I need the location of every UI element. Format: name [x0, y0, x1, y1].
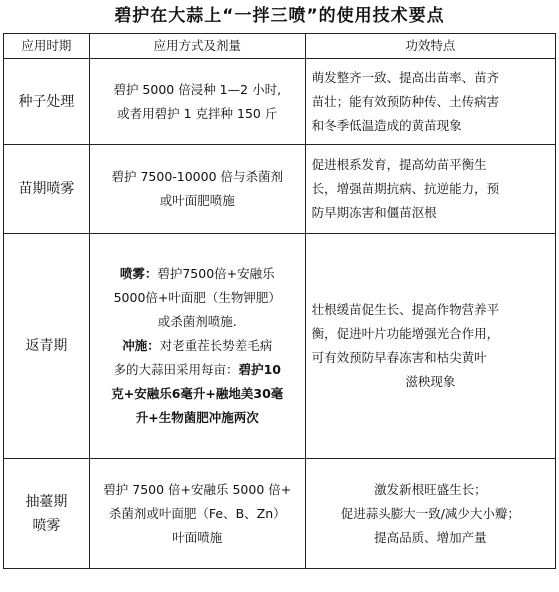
effect-cell [305, 145, 555, 234]
method-cell [89, 234, 305, 459]
usage-table [3, 33, 556, 569]
effect-line: 激发新根旺盛生长； [374, 481, 487, 497]
flush-line: 多的大蒜田采用每亩： [113, 362, 239, 377]
effect-line: 促进根系发育，提高幼苗平衡生 [311, 157, 487, 172]
stage-line: 抽薹期 [25, 493, 68, 510]
method-line: 碧护 7500 倍+安融乐 5000 倍+ [103, 481, 292, 497]
method-line: 或叶面肥喷施 [159, 193, 235, 208]
header-effect: 功效特点 [305, 34, 555, 59]
spray-line: 5000倍+叶面肥（生物钾肥） [113, 290, 281, 305]
effect-cell [305, 234, 555, 459]
effect-line: 苗壮；能有效预防种传、土传病害 [311, 93, 500, 109]
header-method: 应用方式及剂量 [89, 34, 305, 59]
spray-line: 碧护7500倍+安融乐 [157, 266, 275, 281]
method-line: 碧护 7500-10000 倍与杀菌剂 [111, 169, 284, 184]
document-title: 碧护在大蒜上“一拌三喷”的使用技术要点 [114, 6, 445, 26]
table-header-row [4, 34, 556, 59]
table-row [4, 234, 556, 459]
method-cell [89, 59, 305, 145]
method-line: 碧护 5000 倍浸种 1—2 小时, [113, 81, 282, 97]
stage-cell: 苗期喷雾 [4, 145, 90, 234]
effect-line: 提高品质、增加产量 [374, 529, 487, 545]
table-row [4, 59, 556, 145]
method-line [96, 334, 299, 358]
effect-line: 和冬季低温造成的黄苗现象 [311, 117, 462, 133]
stage-cell: 返青期 [4, 234, 90, 459]
table-row [4, 459, 556, 569]
method-line [96, 358, 299, 382]
method-cell [89, 459, 305, 569]
flush-line: 对老重茬长势差毛病 [159, 338, 273, 353]
flush-bold-line: 升+生物菌肥冲施两次 [135, 410, 259, 425]
effect-line: 促进蒜头膨大一致/减少大小瓣； [340, 505, 520, 521]
method-cell [89, 145, 305, 234]
flush-label: 冲施： [122, 338, 160, 353]
spray-label: 喷雾： [119, 266, 158, 281]
table-row [4, 145, 556, 234]
method-line: 或者用碧护 1 克拌种 150 斤 [117, 105, 278, 121]
effect-line: 可有效预防早春冻害和枯尖黄叶 [311, 350, 487, 365]
effect-line: 滋秧现象 [405, 374, 456, 389]
method-line: 杀菌剂或叶面肥（Fe、B、Zn） [108, 505, 286, 521]
effect-cell [305, 459, 555, 569]
flush-bold-line: 碧护10 [238, 362, 281, 377]
effect-cell [305, 59, 555, 145]
method-line: 叶面喷施 [172, 529, 223, 545]
method-line [96, 262, 299, 286]
effect-line: 衡，促进叶片功能增强光合作用， [311, 326, 500, 341]
header-stage: 应用时期 [4, 34, 90, 59]
flush-bold-line: 克+安融乐6毫升+融地美30毫 [111, 386, 284, 401]
effect-line: 萌发整齐一致、提高出苗率、苗齐 [311, 69, 500, 85]
stage-line: 喷雾 [32, 517, 61, 534]
stage-cell: 种子处理 [4, 59, 90, 145]
effect-line: 防早期冻害和僵苗沤根 [311, 205, 437, 220]
effect-line: 壮根缓苗促生长、提高作物营养平 [311, 302, 500, 317]
spray-line: 或杀菌剂喷施. [157, 314, 237, 329]
effect-line: 长，增强苗期抗病、抗逆能力，预 [311, 181, 500, 196]
stage-cell [4, 459, 90, 569]
